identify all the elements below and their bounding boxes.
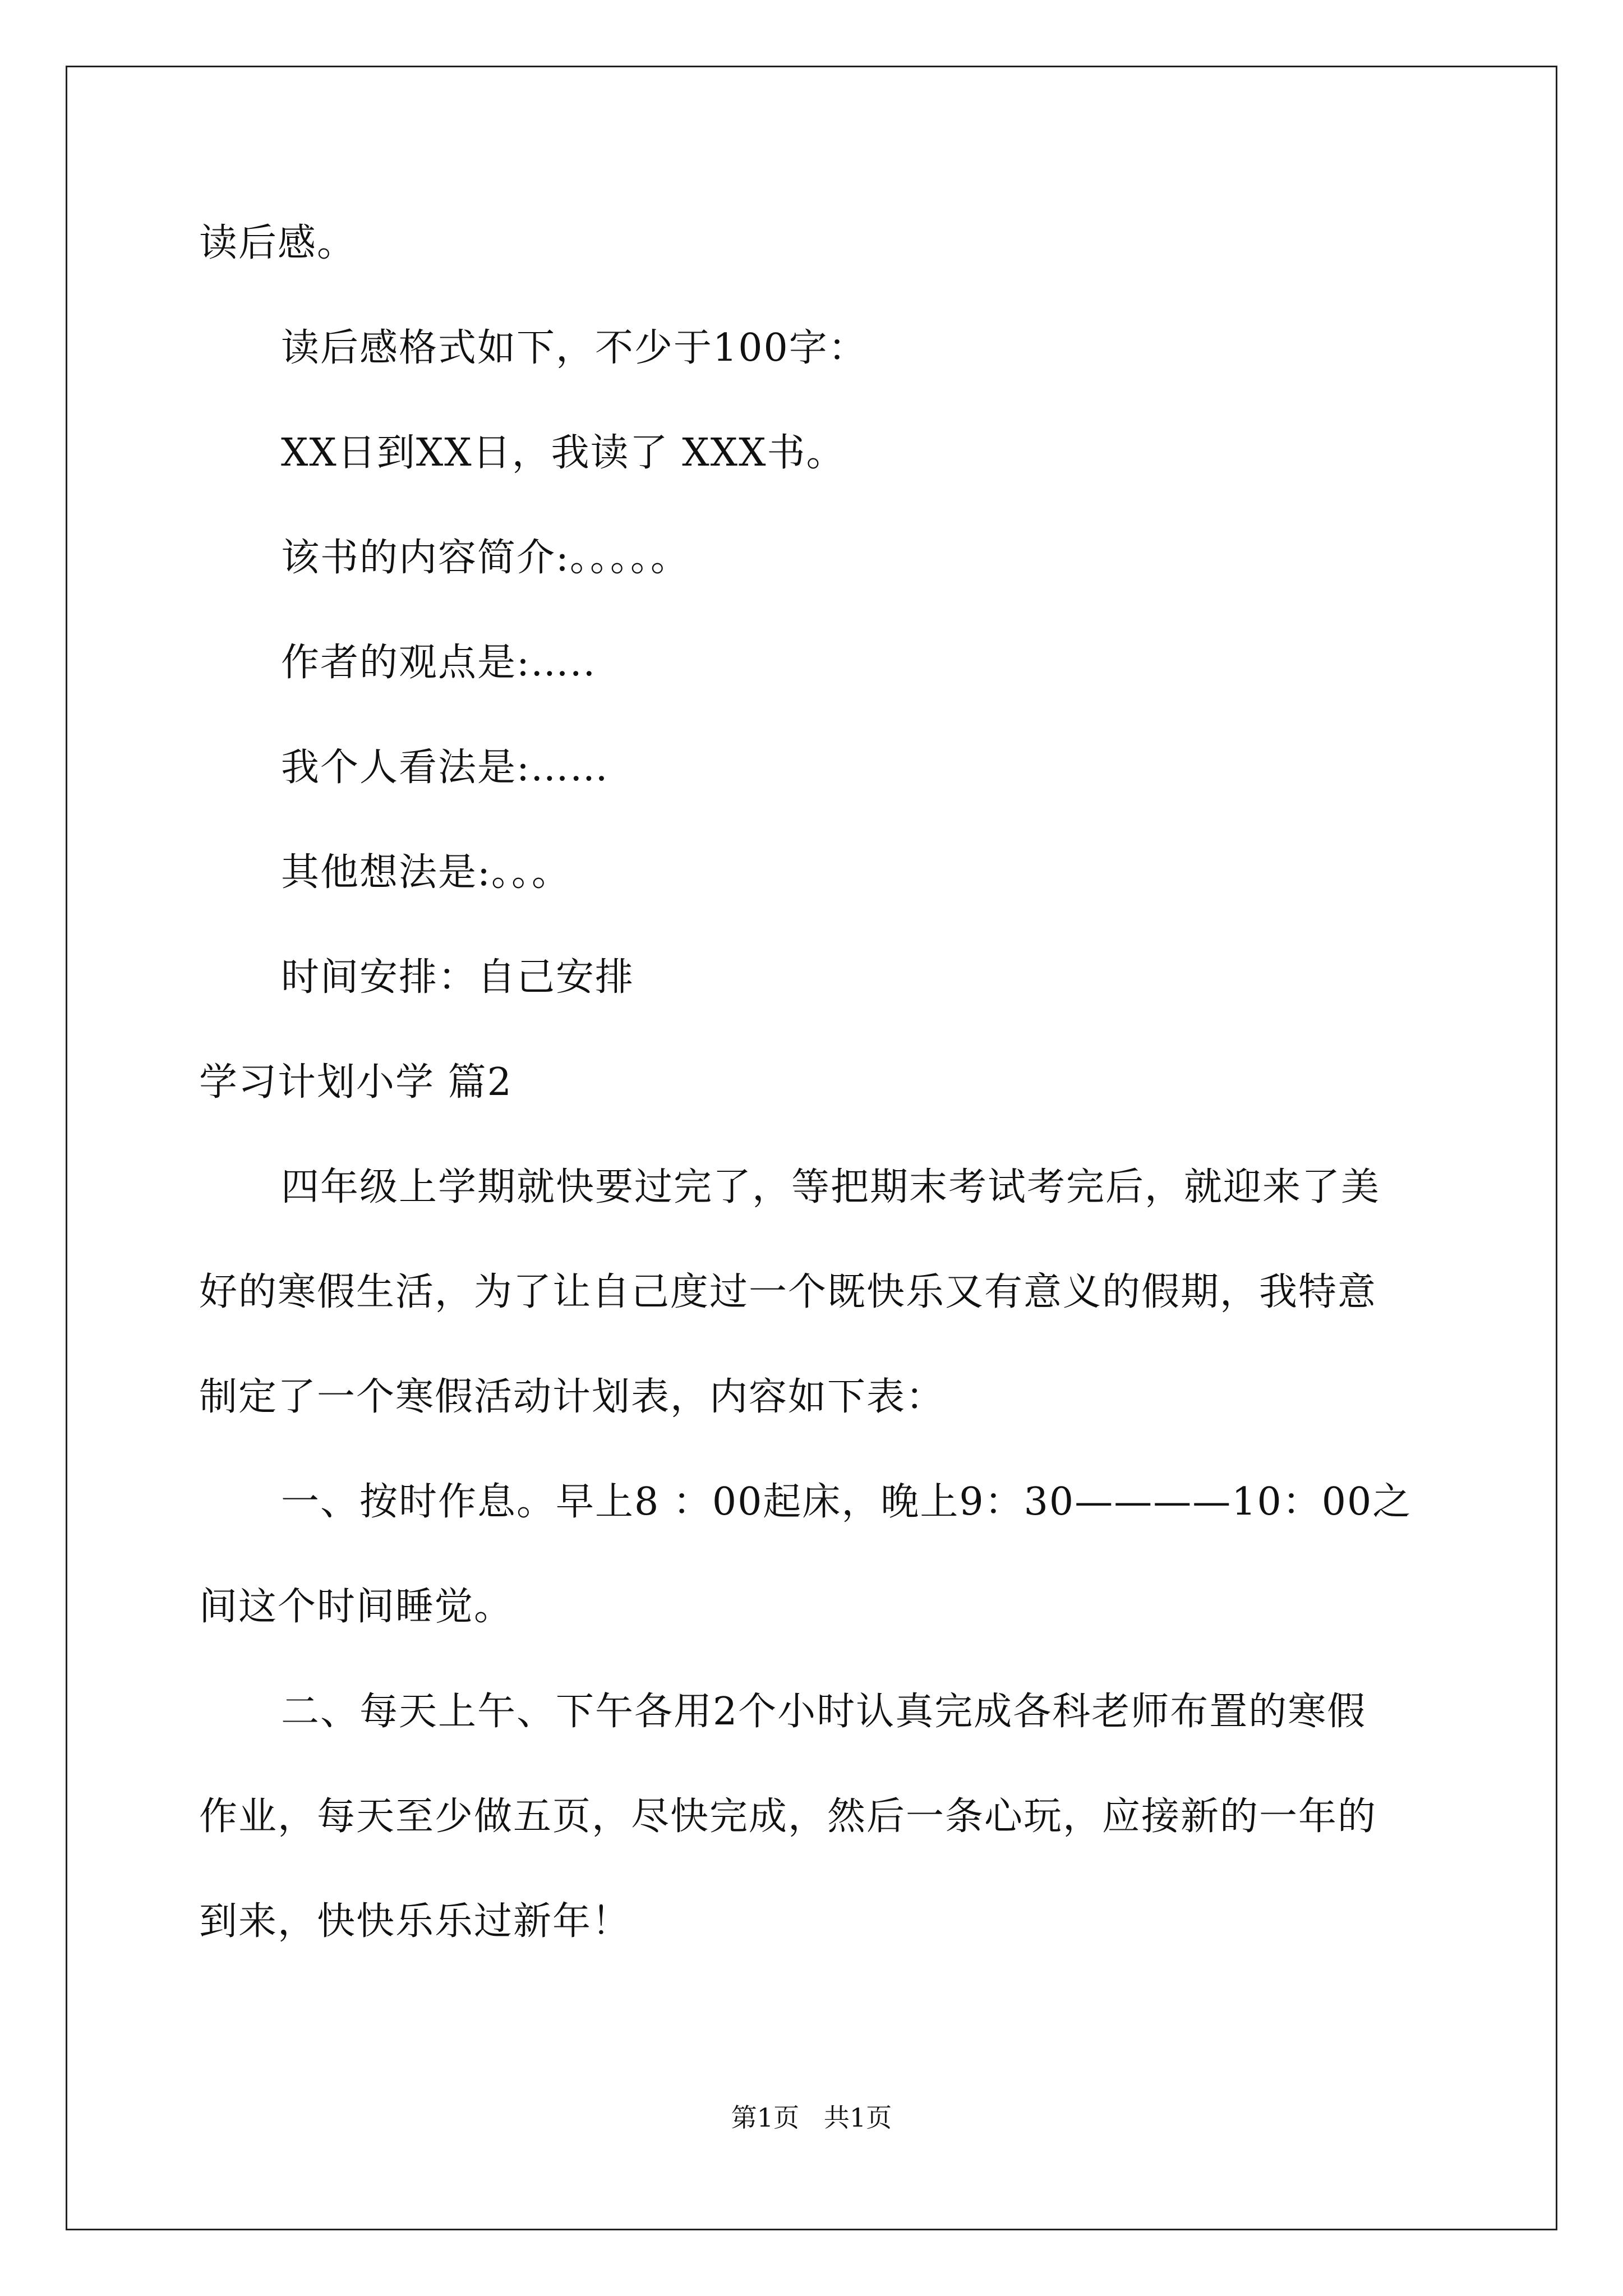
paragraph-line: 好的寒假生活，为了让自己度过一个既快乐又有意义的假期，我特意	[199, 1270, 1377, 1314]
document-body	[199, 191, 1427, 1974]
paragraph-line: 作者的观点是:…..	[281, 641, 597, 685]
paragraph-line: 时间安排：自己安排	[281, 955, 635, 1000]
paragraph-line: 制定了一个寒假活动计划表，内容如下表：	[199, 1375, 946, 1419]
paragraph-line: 读后感。	[199, 221, 357, 265]
paragraph-line: 间这个时间睡觉。	[199, 1585, 514, 1629]
paragraph-line: 其他想法是:。。。	[281, 850, 571, 895]
page-footer: 第1页 共1页	[731, 2102, 892, 2133]
paragraph-line: 我个人看法是:……	[281, 746, 609, 790]
paragraph-line: 一、按时作息。早上8 ：00起床，晚上9：30————10：00之	[281, 1480, 1412, 1524]
paragraph-line: 二、每天上午、下午各用2个小时认真完成各科老师布置的寒假	[281, 1690, 1367, 1734]
paragraph-line: 读后感格式如下，不少于100字：	[281, 326, 868, 370]
paragraph-line: XX日到XX日，我读了 XXX书。	[281, 431, 846, 475]
paragraph-line: 四年级上学期就快要过完了，等把期末考试考完后，就迎来了美	[281, 1165, 1381, 1209]
paragraph-line: 到来，快快乐乐过新年！	[199, 1899, 631, 1944]
section-heading: 学习计划小学 篇2	[199, 1060, 513, 1105]
paragraph-line: 作业，每天至少做五页，尽快完成，然后一条心玩，应接新的一年的	[199, 1795, 1377, 1839]
paragraph-line: 该书的内容简介:。。。。。	[281, 536, 690, 580]
